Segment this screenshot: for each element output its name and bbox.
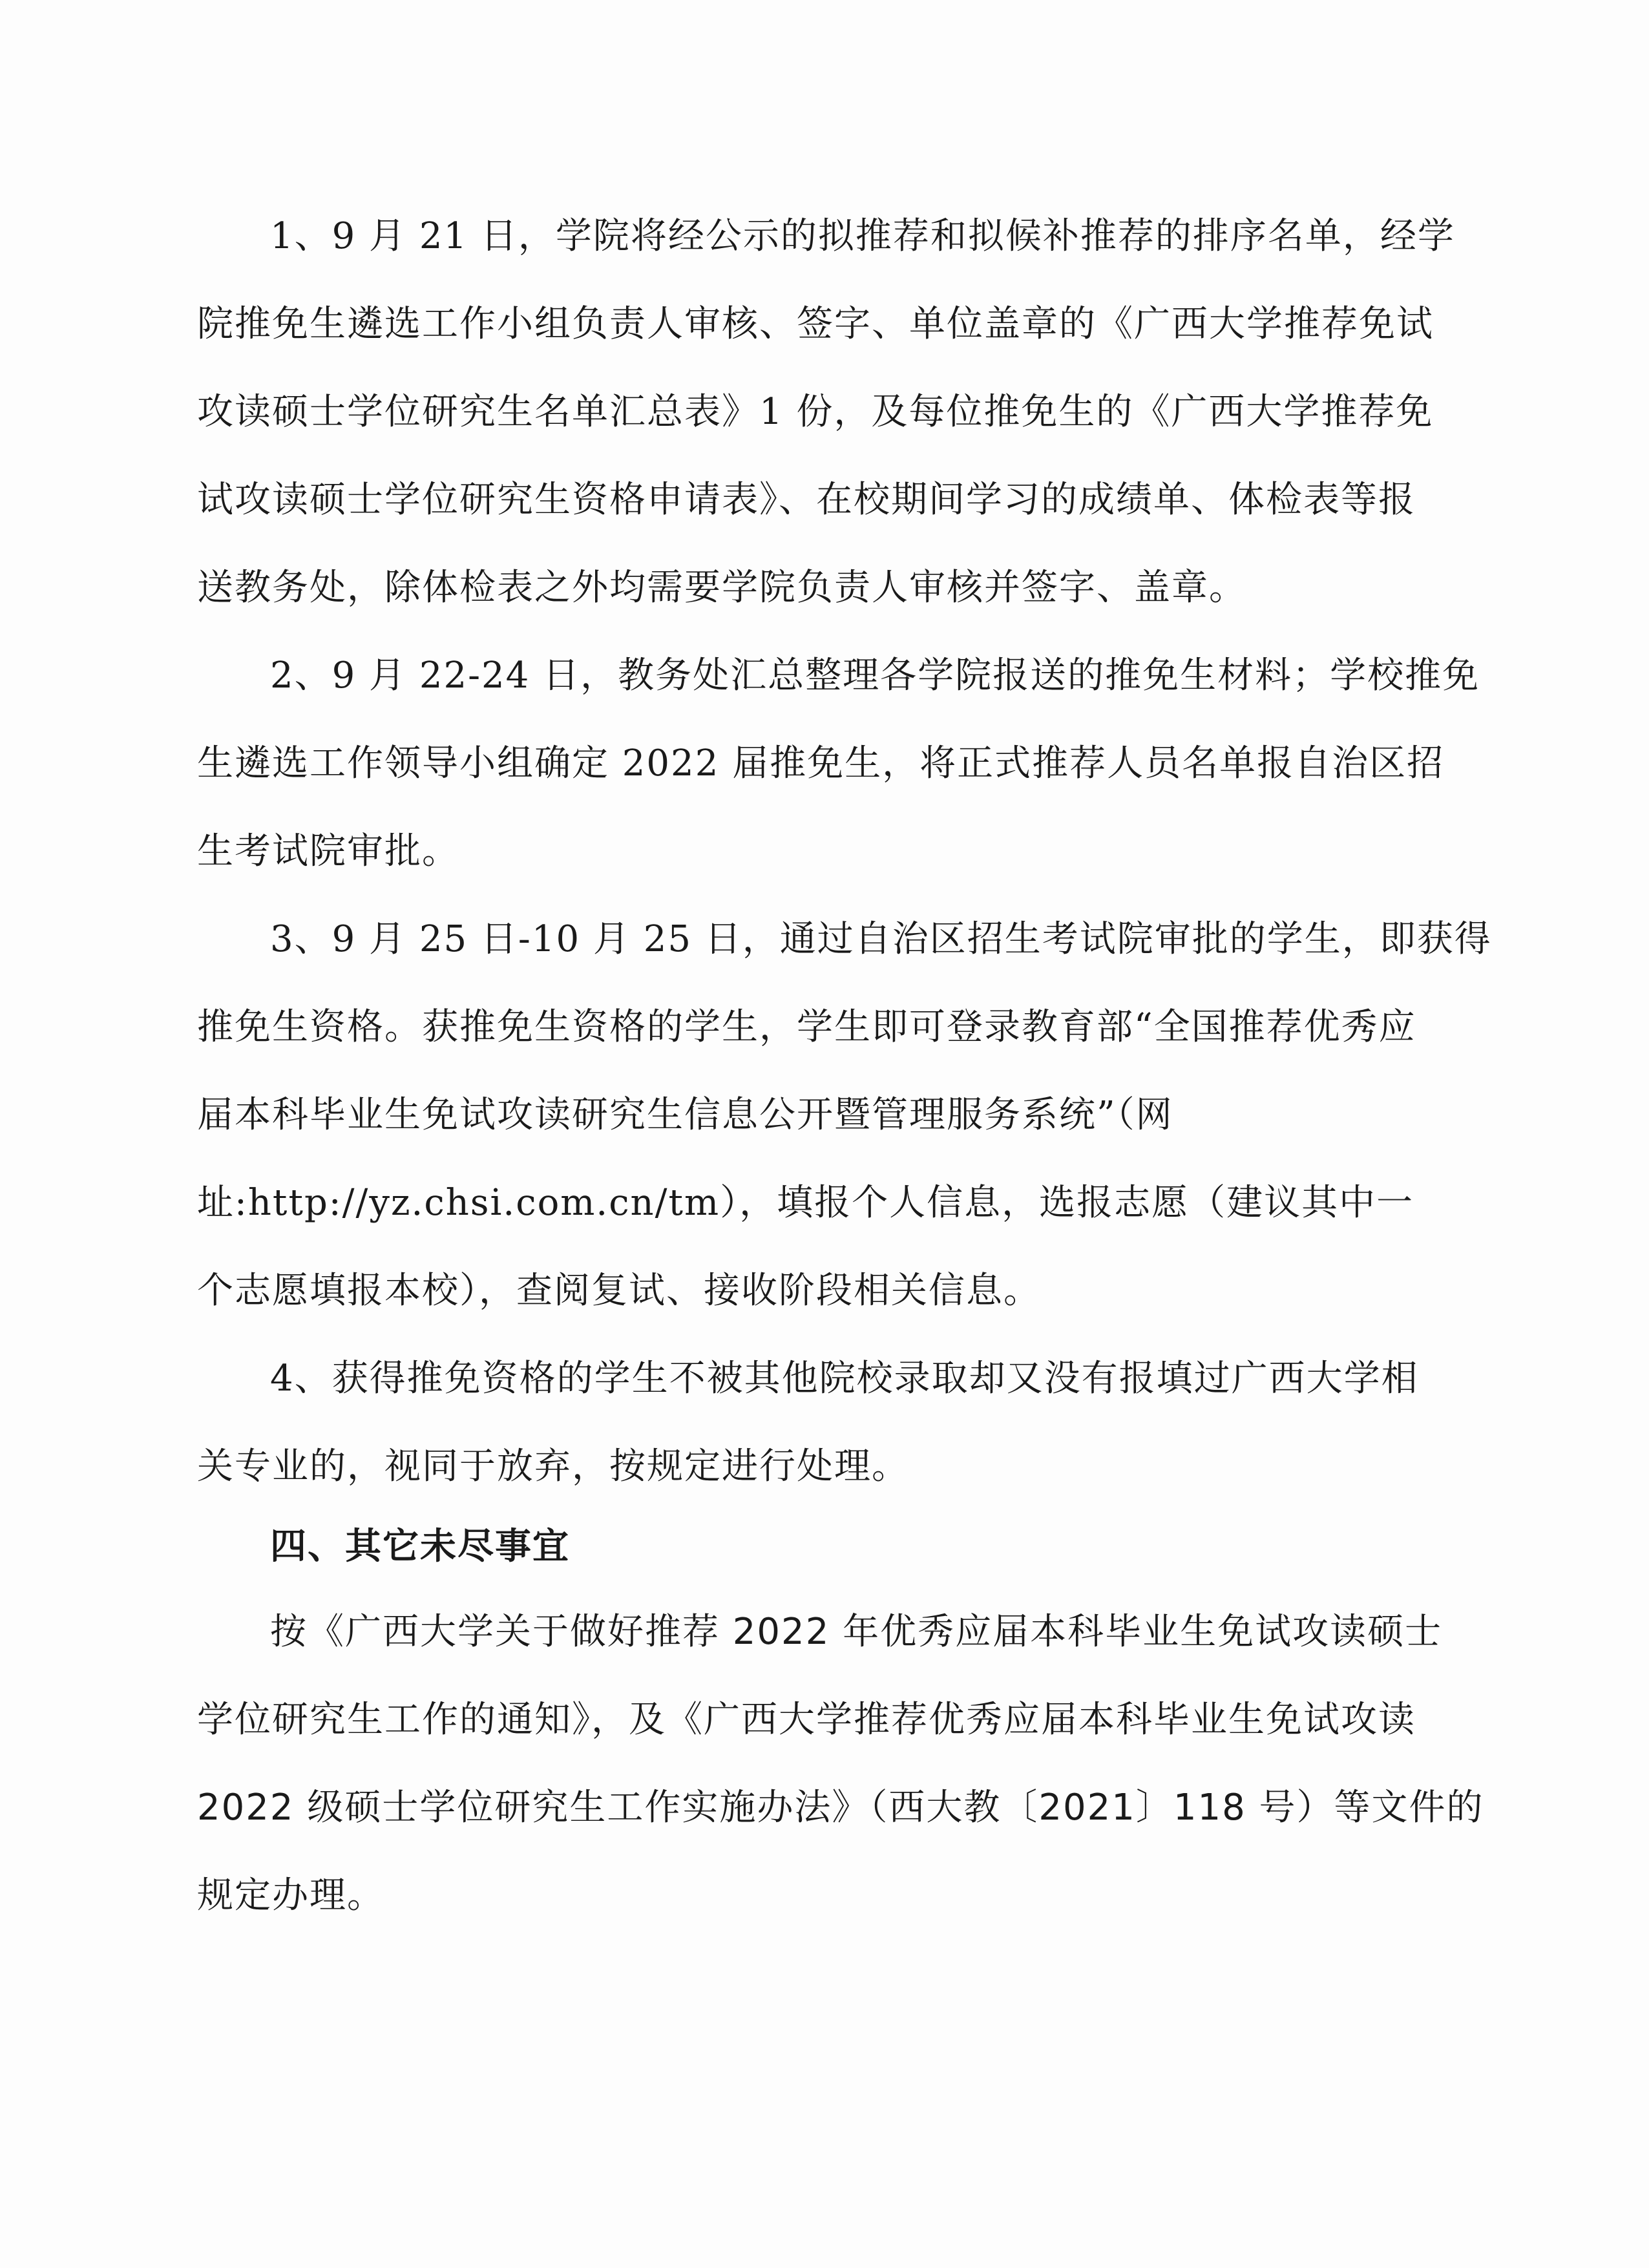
paragraph-5-line-1: 按《广西大学关于做好推荐 2022 年优秀应届本科毕业生免试攻读硕士 [270, 1611, 1443, 1653]
paragraph-3-line-5: 个志愿填报本校），查阅复试、接收阶段相关信息。 [197, 1270, 1041, 1312]
paragraph-5-line-3: 2022 级硕士学位研究生工作实施办法》（西大教〔2021〕118 号）等文件的 [197, 1787, 1484, 1829]
paragraph-1-line-5: 送教务处，除体检表之外均需要学院负责人审核并签字、盖章。 [197, 567, 1246, 609]
paragraph-1-line-1: 1、9 月 21 日，学院将经公示的拟推荐和拟候补推荐的排序名单，经学 [270, 215, 1455, 257]
paragraph-1-line-2: 院推免生遴选工作小组负责人审核、签字、单位盖章的《广西大学推荐免试 [197, 303, 1434, 345]
paragraph-3-line-3: 届本科毕业生免试攻读研究生信息公开暨管理服务系统”（网 [197, 1094, 1173, 1136]
paragraph-3-line-1: 3、9 月 25 日-10 月 25 日，通过自治区招生考试院审批的学生，即获得 [270, 918, 1492, 960]
paragraph-1-line-3: 攻读硕士学位研究生名单汇总表》1 份，及每位推免生的《广西大学推荐免 [197, 391, 1434, 433]
paragraph-2-line-2: 生遴选工作领导小组确定 2022 届推免生，将正式推荐人员名单报自治区招 [197, 742, 1445, 784]
paragraph-5-line-4: 规定办理。 [197, 1874, 384, 1916]
paragraph-2-line-1: 2、9 月 22-24 日，教务处汇总整理各学院报送的推免生材料；学校推免 [270, 655, 1480, 697]
paragraph-4-line-2: 关专业的，视同于放弃，按规定进行处理。 [197, 1445, 909, 1487]
paragraph-3-line-4: 址:http://yz.chsi.com.cn/tm），填报个人信息，选报志愿（建议其中一 [197, 1182, 1414, 1224]
paragraph-3-line-2: 推免生资格。获推免生资格的学生，学生即可登录教育部“全国推荐优秀应 [197, 1006, 1416, 1048]
paragraph-1-line-4: 试攻读硕士学位研究生资格申请表》、在校期间学习的成绩单、体检表等报 [197, 479, 1416, 521]
paragraph-2-line-3: 生考试院审批。 [197, 830, 459, 872]
paragraph-5-line-2: 学位研究生工作的通知》，及《广西大学推荐优秀应届本科毕业生免试攻读 [197, 1699, 1416, 1741]
section-heading: 四、其它未尽事宜 [270, 1526, 570, 1568]
paragraph-4-line-1: 4、获得推免资格的学生不被其他院校录取却又没有报填过广西大学相 [270, 1358, 1419, 1400]
